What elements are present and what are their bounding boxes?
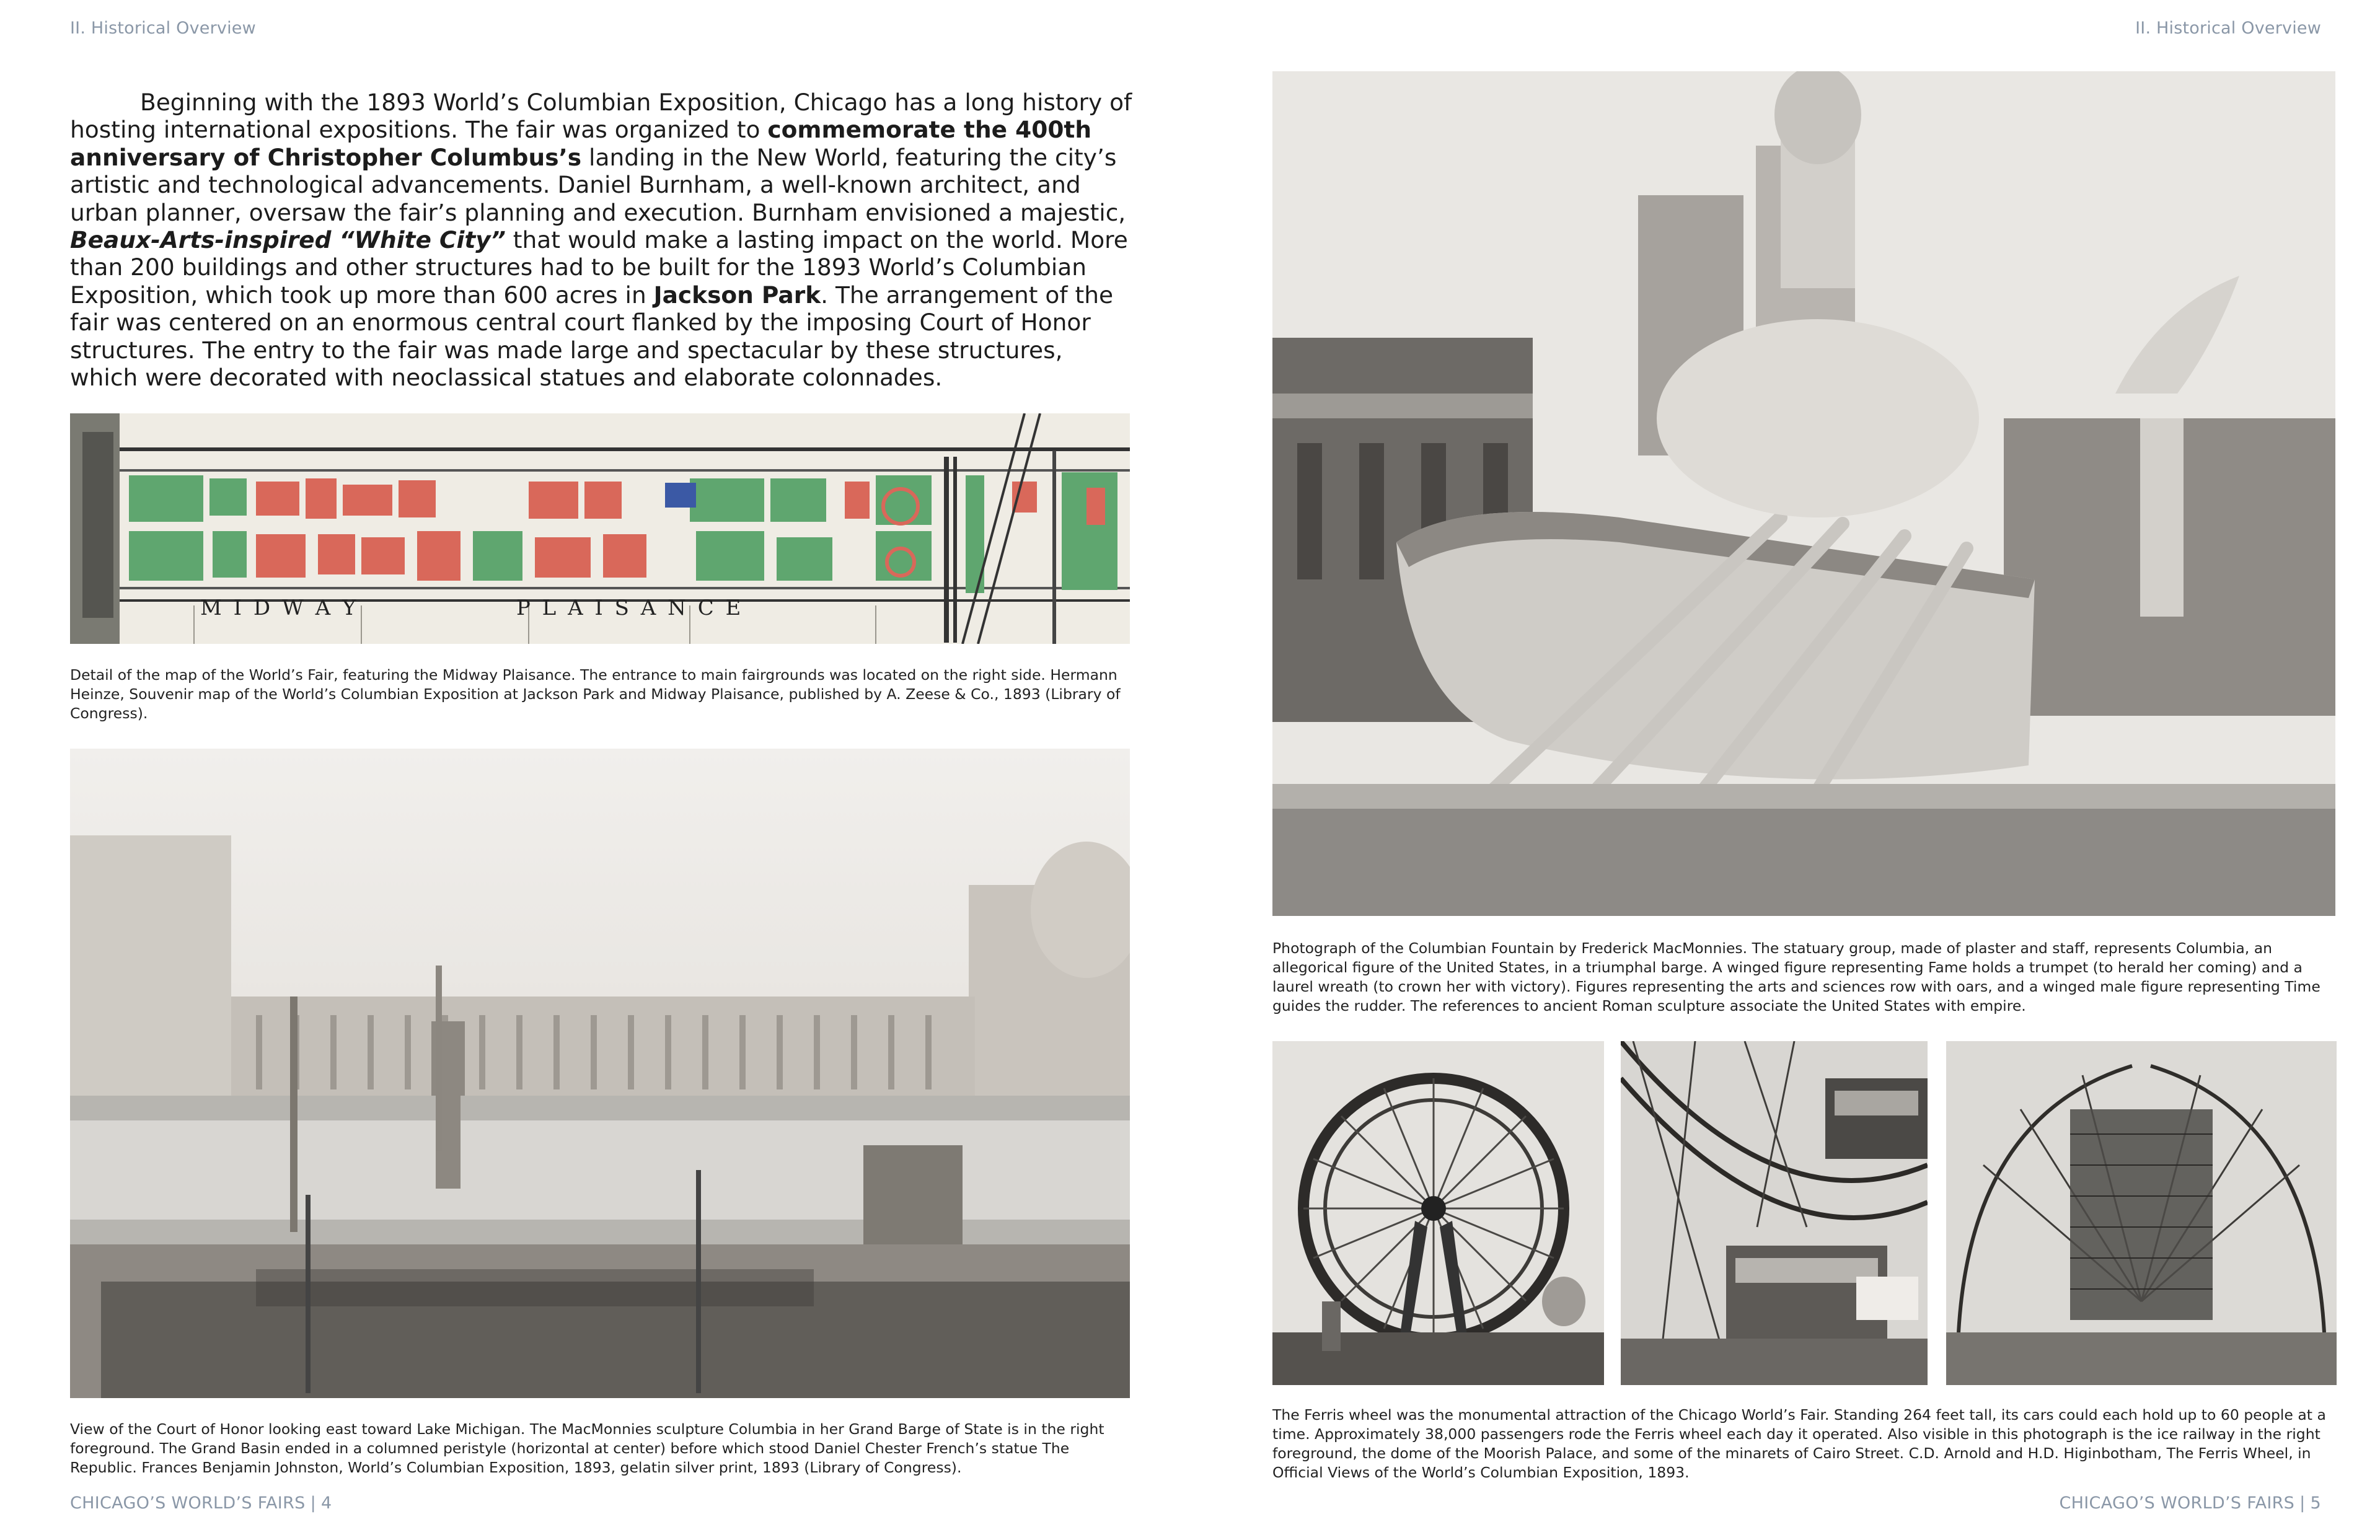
running-head-left: II. Historical Overview bbox=[70, 19, 256, 38]
intro-text-1: Beginning with the 1893 World’s Columbian Exposition, Chicago has a long history of hosting international expositions. The fair was organized to bbox=[70, 89, 1132, 144]
intro-text-2: landing in the New World, featuring the city’s artistic and technological advancements. Daniel Burnham, a well-known architect, and urban planner, oversaw the fair’s planning and execution. Burnham envisioned a majestic, bbox=[70, 143, 1126, 226]
footer-right bbox=[2060, 1494, 2321, 1513]
midway-map-image bbox=[70, 413, 1130, 644]
intro-bold-italic: Beaux-Arts-inspired “White City” bbox=[70, 226, 506, 254]
court-of-honor-photo bbox=[70, 749, 1130, 1398]
running-head-right: II. Historical Overview bbox=[2135, 19, 2321, 38]
ferris-wheel-photo-1 bbox=[1272, 1041, 1604, 1385]
intro-bold-2: Jackson Park bbox=[653, 281, 821, 309]
map-label-plaisance: P L A I S A N C E bbox=[516, 596, 744, 620]
footer-left-page-number: 4 bbox=[320, 1494, 332, 1513]
ferris-wheel-photo-3 bbox=[1946, 1041, 2337, 1385]
intro-text-4: . The arrangement of the fair was centered on an enormous central court flanked by the imposing Court of Honor structures. The entry to the fair was made large and spectacular by these structures, which were decorated with neoclassical statues and elaborate colonnades. bbox=[70, 281, 1114, 392]
columbian-fountain-photo bbox=[1272, 71, 2335, 916]
footer-right-title: CHICAGO’S WORLD’S FAIRS bbox=[2059, 1494, 2295, 1513]
ferris-wheel-photo-2 bbox=[1621, 1041, 1928, 1385]
footer-right-separator: | bbox=[2299, 1494, 2306, 1513]
ferris-wheel-caption: The Ferris wheel was the monumental attraction of the Chicago World’s Fair. Standing 264 feet tall, its cars could each hold up to 60 people at a time. Approximately 38,000 passengers rode the Ferris wheel each day it operated. Also visible in this photograph is the ice railway in the right foreground, the dome of the Moorish Palace, and some of the minarets of Cairo Street. C.D. Arnold and H.D. Higinbotham, The Ferris Wheel, in Official Views of the World’s Columbian Exposition, 1893. bbox=[1272, 1406, 2326, 1481]
map-caption: Detail of the map of the World’s Fair, featuring the Midway Plaisance. The entrance to main fairgrounds was located on the right side. Hermann Heinze, Souvenir map of the World’s Columbian Exposition at Jackson Park and Midway Plaisance, published by A. Zeese & Co., 1893 (Library of Congress). bbox=[70, 666, 1121, 722]
footer-left bbox=[70, 1494, 332, 1513]
intro-bold-1: commemorate the 400th anniversary of Christopher Columbus’s bbox=[70, 116, 1092, 171]
footer-left-title: CHICAGO’S WORLD’S FAIRS bbox=[70, 1494, 306, 1513]
footer-right-page-number: 5 bbox=[2310, 1494, 2321, 1513]
intro-paragraph bbox=[70, 89, 1136, 391]
columbian-fountain-caption: Photograph of the Columbian Fountain by Frederick MacMonnies. The statuary group, made of plaster and staff, represents Columbia, an allegorical figure of the United States, in a triumphal barge. A winged figure representing Fame holds a trumpet (to herald her coming) and a laurel wreath (to crown her with victory). Figures representing the arts and sciences row with oars, and a winged male figure representing Time guides the rudder. The references to ancient Roman sculpture associate the United States with empire. bbox=[1272, 939, 2320, 1014]
map-label-midway: M I D W A Y bbox=[200, 596, 359, 620]
intro-text-3: that would make a lasting impact on the world. More than 200 buildings and other structures had to be built for the 1893 World’s Columbian Exposition, which took up more than 600 acres in bbox=[70, 226, 1128, 309]
footer-left-separator: | bbox=[310, 1494, 316, 1513]
court-of-honor-caption: View of the Court of Honor looking east toward Lake Michigan. The MacMonnies sculpture Columbia in her Grand Barge of State is in the right foreground. The Grand Basin ended in a columned peristyle (horizontal at center) before which stood Daniel Chester French’s statue The Republic. Frances Benjamin Johnston, World’s Columbian Exposition, 1893, gelatin silver print, 1893 (Library of Congress). bbox=[70, 1420, 1104, 1476]
